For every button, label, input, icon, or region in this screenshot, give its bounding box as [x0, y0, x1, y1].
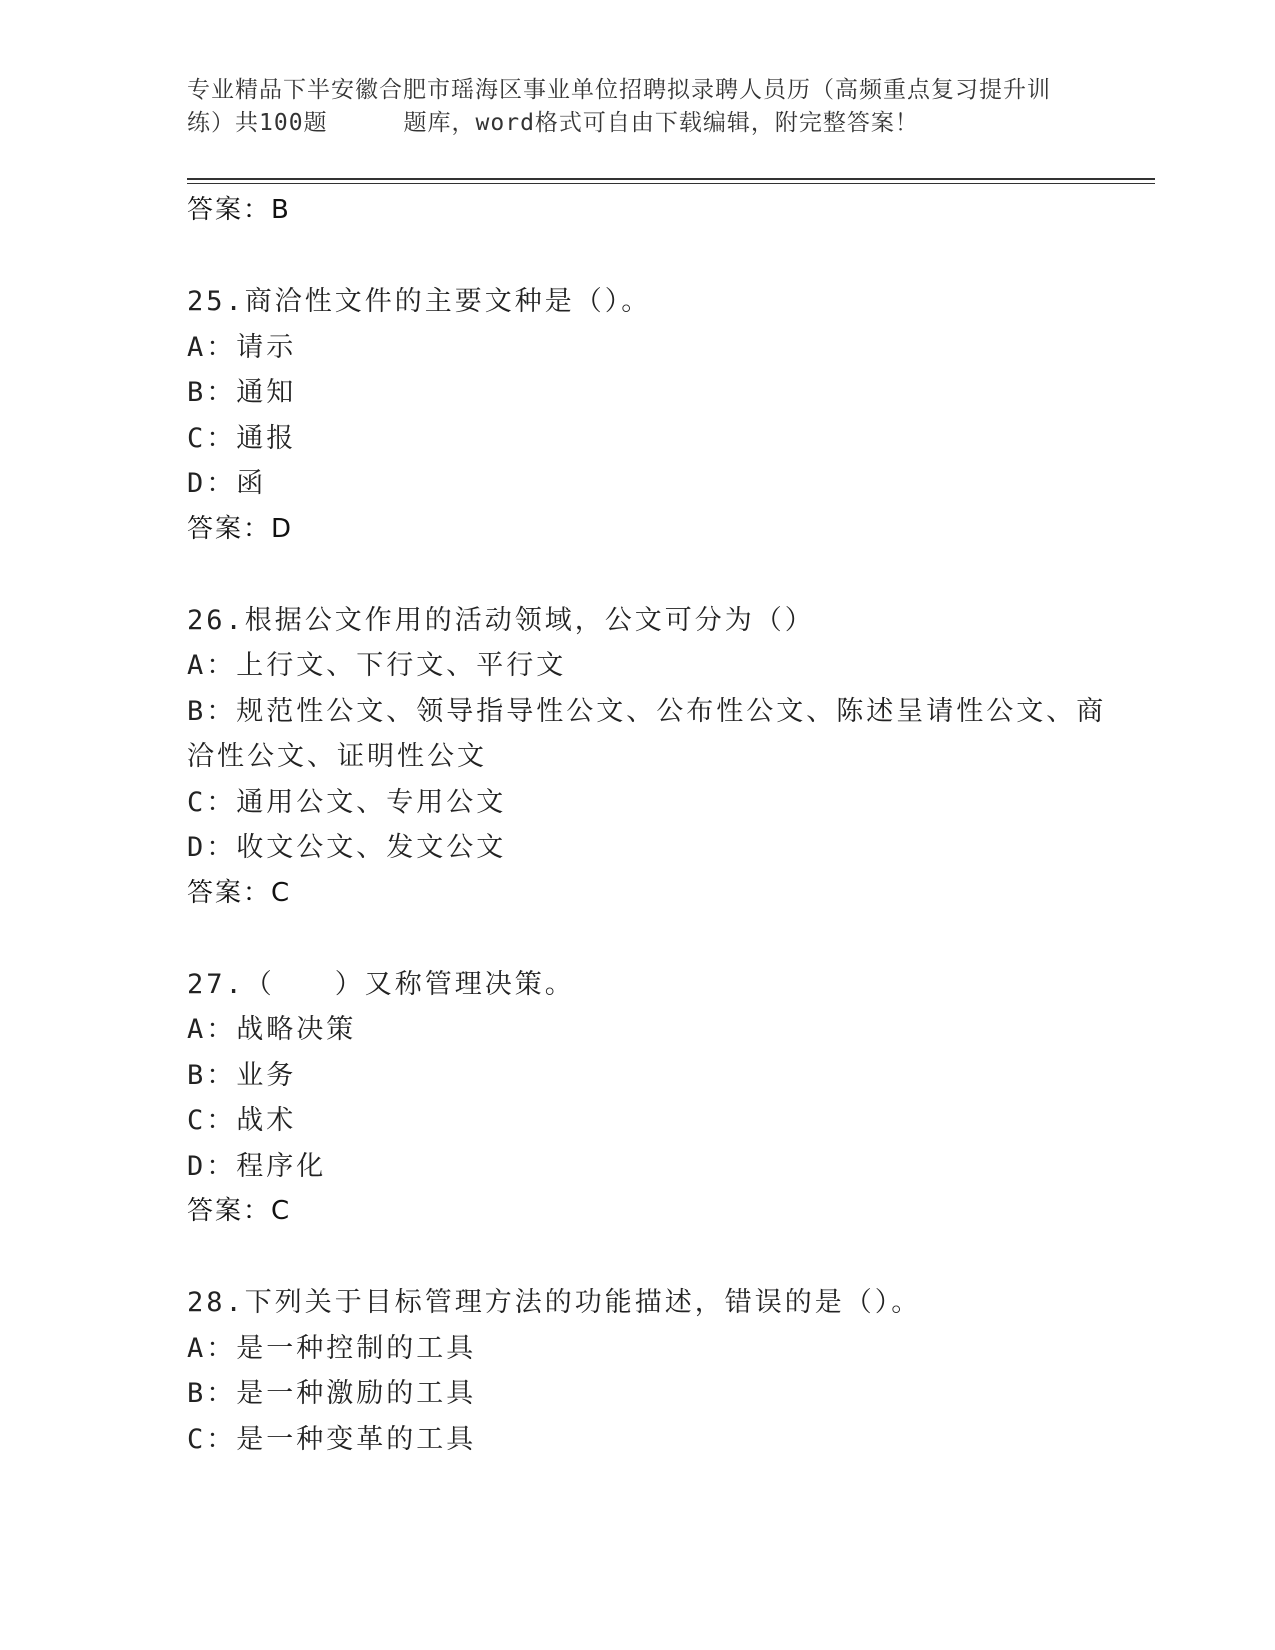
question-text-line: 26.根据公文作用的活动领域，公文可分为（）	[187, 604, 815, 636]
block-spacer	[187, 552, 1087, 598]
question-text-line: D：程序化	[187, 1150, 327, 1182]
question-text-line: B：业务	[187, 1059, 297, 1091]
header-divider-thin	[187, 183, 1155, 184]
question-text-line: C：通用公文、专用公文	[187, 786, 507, 818]
answer-line: 答案：C	[187, 877, 292, 908]
question-text-line: D：收文公文、发文公文	[187, 832, 507, 863]
answer-line: 答案：B	[187, 195, 291, 225]
block-spacer	[187, 1235, 1087, 1281]
question-text-line: A：战略决策	[187, 1014, 357, 1045]
header-divider-thick	[187, 178, 1155, 180]
header-title-line-2-part-b: 题库，word格式可自由下载编辑，附完整答案！	[403, 110, 919, 136]
document-header	[187, 74, 1087, 140]
answer-line: 答案：C	[187, 1196, 292, 1226]
question-text-line: B：通知	[187, 377, 297, 408]
question-text-line: A：请示	[187, 331, 297, 363]
question-text-line: D：函	[187, 468, 267, 499]
header-title-line-1: 专业精品下半安徽合肥市瑶海区事业单位招聘拟录聘人员历（高频重点复习提升训	[187, 77, 1051, 103]
question-text-line: 28.下列关于目标管理方法的功能描述，错误的是（）。	[187, 1287, 922, 1318]
question-text-line: A：是一种控制的工具	[187, 1332, 477, 1364]
block-spacer	[187, 234, 1087, 280]
question-text-line: C：通报	[187, 422, 297, 454]
question-text-line: A：上行文、下行文、平行文	[187, 650, 567, 681]
question-text-line: B：是一种激励的工具	[187, 1378, 477, 1409]
question-text-line: B：规范性公文、领导指导性公文、公布性公文、陈述呈请性公文、商	[187, 695, 1107, 727]
question-text-line: 25.商洽性文件的主要文种是（）。	[187, 286, 652, 317]
header-title-line-2	[187, 107, 1087, 140]
question-list	[187, 188, 1107, 1462]
header-title-line-2-part-a: 练）共100题	[187, 110, 328, 136]
answer-line: 答案：D	[187, 513, 294, 544]
question-text-line: 27.（ ）又称管理决策。	[187, 968, 575, 1000]
question-text-line: C：是一种变革的工具	[187, 1423, 477, 1455]
question-text-line: 洽性公文、证明性公文	[187, 741, 487, 772]
block-spacer	[187, 916, 1087, 962]
question-text-line: C：战术	[187, 1105, 297, 1136]
